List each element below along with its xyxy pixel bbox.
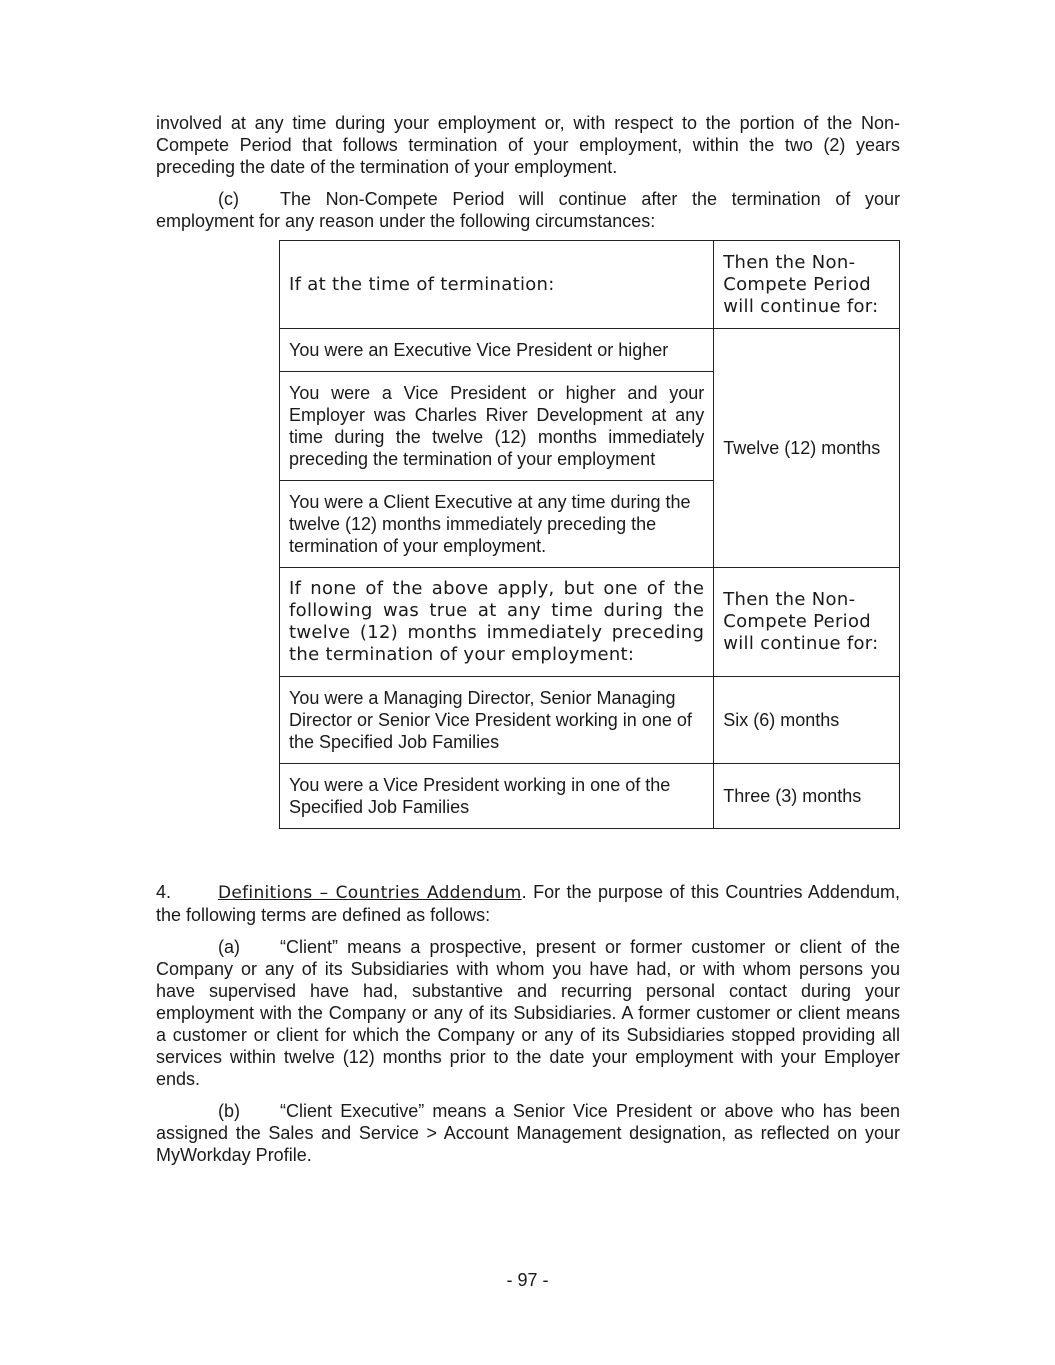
definition-b-label: (b) — [218, 1101, 240, 1121]
table-cell-six-months: Six (6) months — [714, 677, 900, 764]
section-4-number: 4. — [156, 882, 172, 902]
table-header-right: Then the Non-Compete Period will continue for: — [714, 241, 900, 329]
table-row — [280, 764, 900, 829]
table-cell-twelve-months: Twelve (12) months — [714, 329, 900, 568]
table-row-vice-president: You were a Vice President working in one of the Specified Job Families — [280, 764, 714, 829]
definition-client-executive — [156, 1100, 900, 1166]
table-cell-three-months: Three (3) months — [714, 764, 900, 829]
table-subheader-right: Then the Non-Compete Period will continue for: — [714, 568, 900, 677]
section-4-title: Definitions – Countries Addendum — [218, 883, 522, 903]
table-row-vp-crd: You were a Vice President or higher and your Employer was Charles River Development at any time during the twelve (12) months immediately preceding the termination of your employment — [280, 372, 714, 481]
paragraph-c-text: The Non-Compete Period will continue after the termination of your employment for any reason under the following circumstances: — [156, 189, 900, 231]
definition-client — [156, 936, 900, 1090]
section-4 — [156, 881, 900, 1166]
table-row-managing-director: You were a Managing Director, Senior Managing Director or Senior Vice President working in one of the Specified Job Families — [280, 677, 714, 764]
definition-a-text: “Client” means a prospective, present or former customer or client of the Company or any of its Subsidiaries with whom you have had, or with whom persons you have supervised have had, substantive and recurring personal contact during your employment with the Company or any of its Subsidiaries. A former customer or client means a customer or client for which the Company or any of its Subsidiaries stopped providing all services within twelve (12) months prior to the date your employment with your Employer ends. — [156, 937, 900, 1089]
table-subheader-row — [280, 568, 900, 677]
section-4-lead: . For the purpose of this Countries Addendum, the following terms are defined as follows: — [156, 882, 900, 925]
paragraph-c — [156, 188, 900, 232]
non-compete-table — [279, 240, 900, 829]
table-row-client-executive: You were a Client Executive at any time during the twelve (12) months immediately preceding the termination of your employment. — [280, 481, 714, 568]
table-row — [280, 677, 900, 764]
section-4-heading — [156, 881, 900, 926]
page-number: - 97 - — [506, 1270, 549, 1290]
table-row-evp: You were an Executive Vice President or higher — [280, 329, 714, 372]
definition-b-text: “Client Executive” means a Senior Vice President or above who has been assigned the Sales and Service > Account Management designation, as reflected on your MyWorkday Profile. — [156, 1101, 900, 1165]
table-subheader-left: If none of the above apply, but one of the following was true at any time during the twelve (12) months immediately preceding the termination of your employment: — [280, 568, 714, 677]
intro-block — [156, 112, 900, 232]
definition-a-label: (a) — [218, 937, 240, 957]
table-header-left: If at the time of termination: — [280, 241, 714, 329]
table-header-row — [280, 241, 900, 329]
paragraph-c-label: (c) — [218, 189, 239, 209]
intro-continuation: involved at any time during your employment or, with respect to the portion of the Non-Compete Period that follows termination of your employment, within the two (2) years preceding the date of the termination of your employment. — [156, 113, 900, 177]
table-row — [280, 329, 900, 372]
